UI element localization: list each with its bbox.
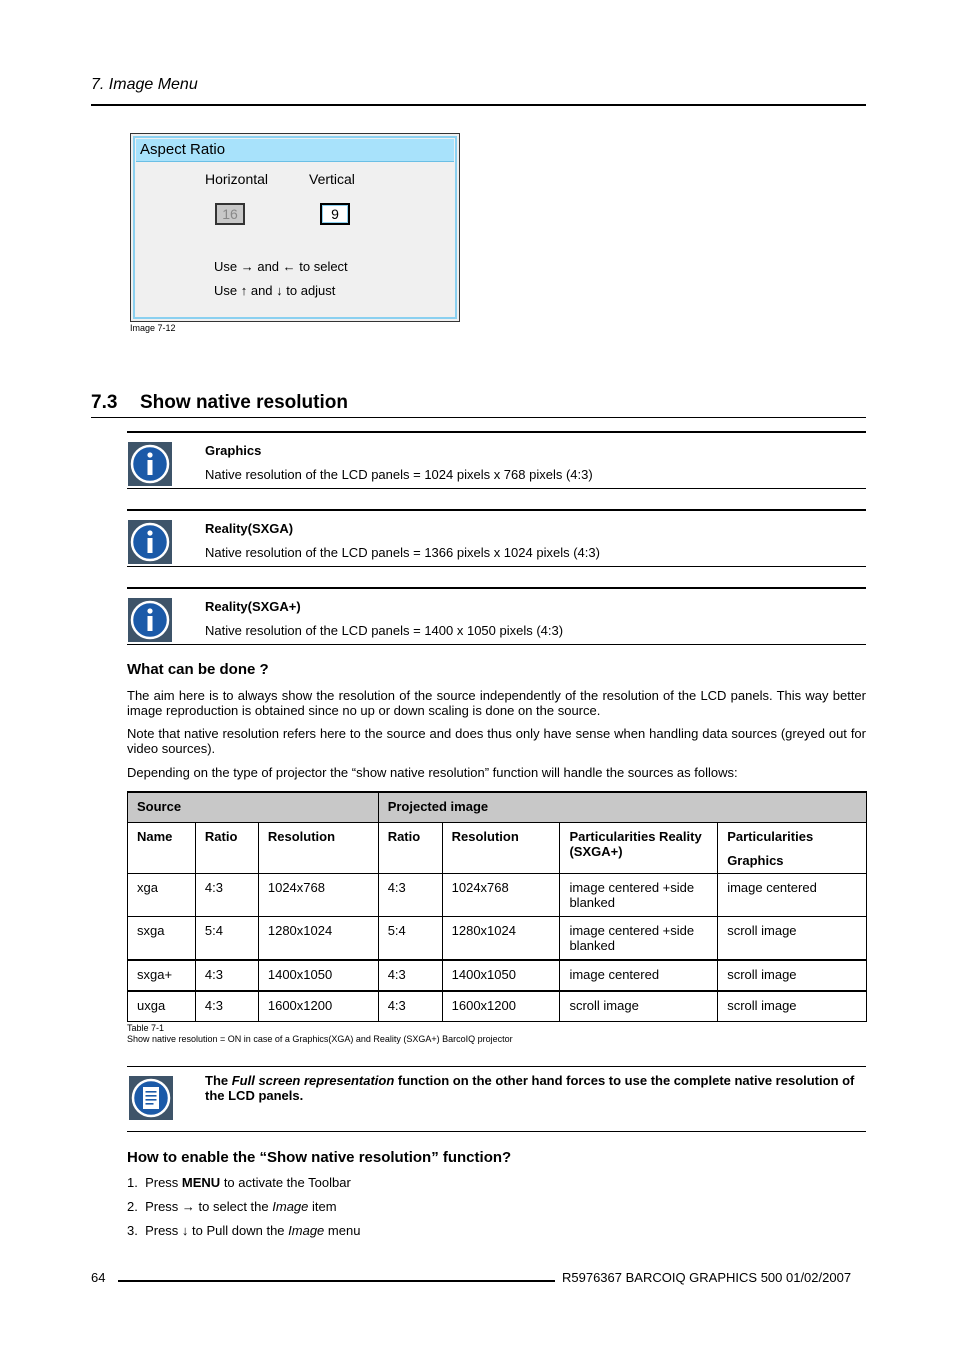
cell-projected-ratio: 4:3	[378, 991, 442, 1022]
cell-ratio: 4:3	[195, 960, 258, 991]
col-resolution: Resolution	[258, 823, 378, 874]
vertical-label: Vertical	[309, 171, 355, 187]
note-title: Reality(SXGA+)	[205, 599, 301, 614]
aspect-ratio-dialog	[130, 133, 460, 322]
col-graphics-line2: Graphics	[727, 853, 784, 868]
horizontal-field[interactable]: 16	[215, 203, 245, 225]
note-text: Native resolution of the LCD panels = 1366 pixels x 1024 pixels (4:3)	[205, 545, 600, 560]
what-heading: What can be done ?	[127, 661, 269, 678]
header-rule	[91, 104, 866, 106]
cell-ratio: 5:4	[195, 917, 258, 961]
step-text: Press ↓ to Pull down the	[145, 1223, 289, 1238]
cell-resolution: 1600x1200	[258, 991, 378, 1022]
table-row	[128, 917, 867, 961]
step-text: Press	[145, 1175, 182, 1190]
step-1	[127, 1175, 351, 1190]
info-icon	[128, 598, 172, 642]
cell-resolution: 1024x768	[258, 874, 378, 917]
table-caption-number: Table 7-1	[127, 1023, 165, 1033]
step-text: Press → to select the	[145, 1199, 273, 1214]
note-full-screen-text	[205, 1073, 867, 1103]
info-note-reality-sxga-plus	[127, 587, 866, 645]
section-number: 7.3	[91, 392, 118, 413]
col-projected-ratio: Ratio	[378, 823, 442, 874]
dialog-title: Aspect Ratio	[136, 139, 454, 162]
cell-reality: image centered +side blanked	[560, 917, 718, 961]
section-rule	[91, 417, 866, 418]
section-name: Show native resolution	[140, 392, 348, 413]
footer-document-info: R5976367 BARCOIQ GRAPHICS 500 01/02/2007	[562, 1270, 852, 1285]
paragraph-aim: The aim here is to always show the resolution of the source independently of the resolution of the LCD panels. This way better image reproduction is obtained since no up or down scaling is done on the source.	[127, 688, 866, 718]
col-projected-resolution: Resolution	[442, 823, 560, 874]
hint-adjust: Use ↑ and ↓ to adjust	[214, 283, 336, 298]
vertical-field[interactable]: 9	[320, 203, 350, 225]
cell-graphics: image centered	[718, 874, 867, 917]
step-item: Image	[288, 1223, 325, 1238]
info-icon	[128, 442, 172, 486]
col-reality: Particularities Reality (SXGA+)	[560, 823, 718, 874]
step-number: 1.	[127, 1175, 138, 1190]
cell-reality: image centered +side blanked	[560, 874, 718, 917]
col-graphics-line1: Particularities	[727, 829, 814, 844]
info-icon	[128, 520, 172, 564]
resolution-table	[127, 791, 867, 1022]
note-text: Native resolution of the LCD panels = 1024 pixels x 768 pixels (4:3)	[205, 467, 593, 482]
cell-projected-ratio: 4:3	[378, 874, 442, 917]
table-row	[128, 874, 867, 917]
note-text: Native resolution of the LCD panels = 1400 x 1050 pixels (4:3)	[205, 623, 564, 638]
group-projected: Projected image	[378, 792, 866, 823]
cell-graphics: scroll image	[718, 917, 867, 961]
paragraph-note: Note that native resolution refers here to the source and does thus only have sense when handling data sources (greyed out for video sources).	[127, 726, 866, 756]
cell-ratio: 4:3	[195, 874, 258, 917]
cell-resolution: 1280x1024	[258, 917, 378, 961]
step-text-end: to activate the Toolbar	[220, 1175, 351, 1190]
horizontal-label: Horizontal	[205, 171, 269, 187]
cell-reality: image centered	[560, 960, 718, 991]
page-number: 64	[91, 1270, 106, 1285]
step-2	[127, 1199, 337, 1214]
step-text-end: item	[308, 1199, 337, 1214]
cell-resolution: 1400x1050	[258, 960, 378, 991]
table-row	[128, 991, 867, 1022]
cell-projected-resolution: 1400x1050	[442, 960, 560, 991]
image-caption: Image 7-12	[130, 323, 176, 333]
how-heading: How to enable the “Show native resolution” function?	[127, 1149, 512, 1166]
table-column-header	[128, 823, 867, 874]
cell-name: uxga	[128, 991, 196, 1022]
cell-projected-ratio: 4:3	[378, 960, 442, 991]
note-title: Graphics	[205, 443, 262, 458]
cell-name: sxga+	[128, 960, 196, 991]
hint-select: Use → and ← to select	[214, 259, 348, 274]
footer-rule	[118, 1280, 555, 1282]
document-note-icon	[129, 1076, 173, 1120]
chapter-header: 7. Image Menu	[91, 76, 198, 93]
group-source: Source	[128, 792, 379, 823]
col-ratio: Ratio	[195, 823, 258, 874]
dialog-frame	[133, 136, 457, 319]
note-full-screen	[127, 1066, 866, 1132]
step-text-end: menu	[324, 1223, 361, 1238]
cell-graphics: scroll image	[718, 960, 867, 991]
cell-projected-resolution: 1600x1200	[442, 991, 560, 1022]
section-title	[91, 392, 348, 414]
cell-projected-ratio: 5:4	[378, 917, 442, 961]
note-text-italic: Full screen representation	[231, 1073, 395, 1088]
paragraph-depending: Depending on the type of projector the “show native resolution” function will handle the sources as follows:	[127, 765, 738, 780]
step-3	[127, 1223, 360, 1238]
step-key: MENU	[181, 1175, 221, 1190]
step-number: 2.	[127, 1199, 138, 1214]
table-group-header	[128, 792, 867, 823]
cell-name: sxga	[128, 917, 196, 961]
step-item: Image	[272, 1199, 309, 1214]
cell-ratio: 4:3	[195, 991, 258, 1022]
table-row	[128, 960, 867, 991]
col-name: Name	[128, 823, 196, 874]
info-note-graphics	[127, 431, 866, 489]
cell-name: xga	[128, 874, 196, 917]
note-text-pre: The	[205, 1073, 232, 1088]
step-number: 3.	[127, 1223, 138, 1238]
cell-projected-resolution: 1280x1024	[442, 917, 560, 961]
col-graphics	[718, 823, 867, 874]
info-note-reality-sxga	[127, 509, 866, 567]
cell-reality: scroll image	[560, 991, 718, 1022]
note-text-post: function on the other hand forces to use the complete native resolution of the LCD panels.	[205, 1073, 855, 1103]
table-caption-text: Show native resolution = ON in case of a Graphics(XGA) and Reality (SXGA+) BarcoIQ projector	[127, 1034, 513, 1044]
cell-graphics: scroll image	[718, 991, 867, 1022]
note-title: Reality(SXGA)	[205, 521, 294, 536]
cell-projected-resolution: 1024x768	[442, 874, 560, 917]
